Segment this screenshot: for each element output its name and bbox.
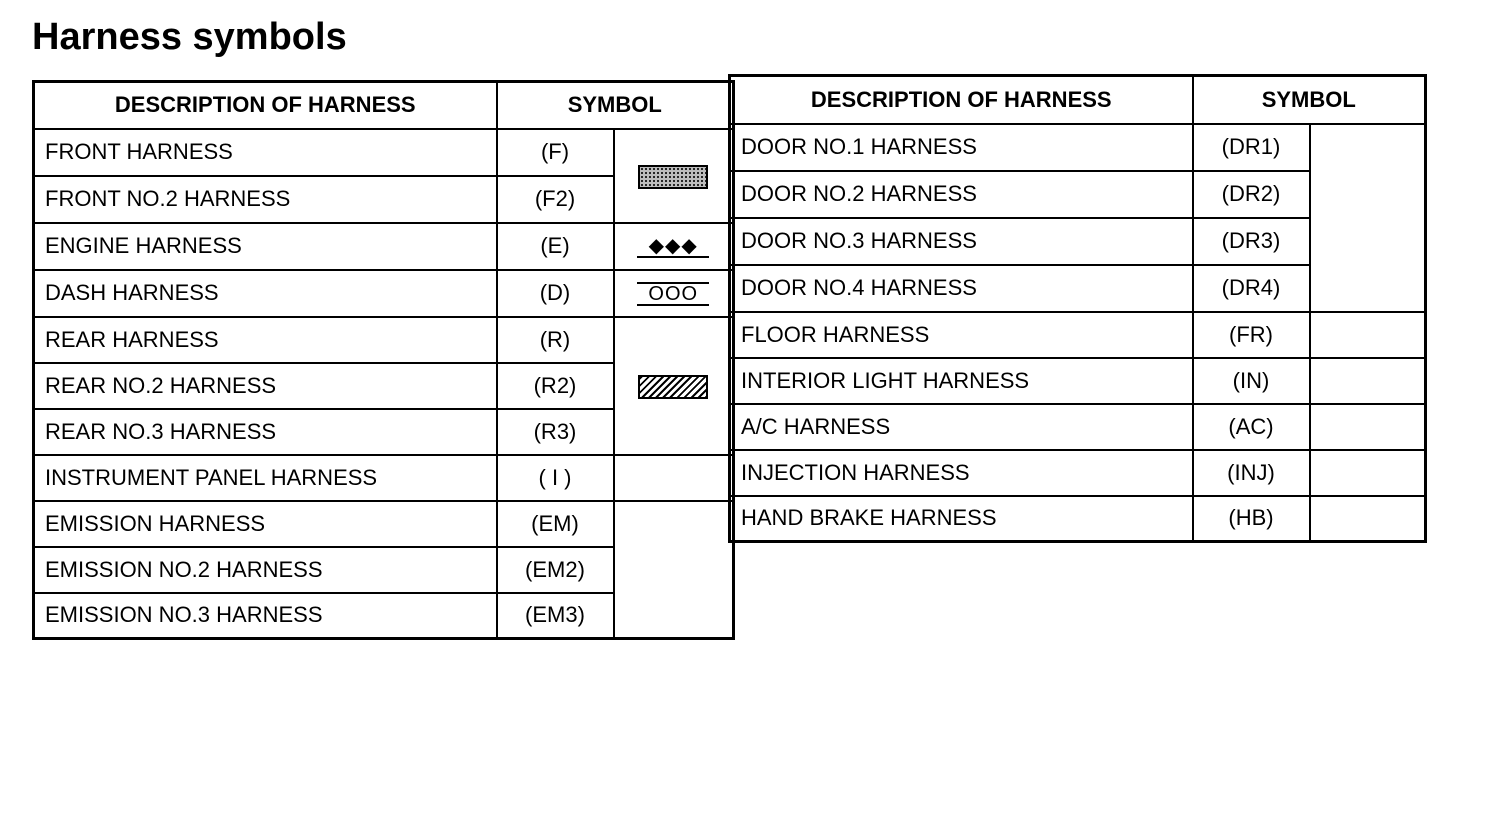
row-description: REAR HARNESS bbox=[34, 317, 497, 363]
table-row bbox=[730, 450, 1426, 496]
symbol-cell-emission bbox=[614, 501, 734, 639]
table-row bbox=[34, 129, 734, 176]
symbol-cell-instrument-panel bbox=[614, 455, 734, 501]
row-description: INSTRUMENT PANEL HARNESS bbox=[34, 455, 497, 501]
row-code: (EM2) bbox=[497, 547, 614, 593]
symbol-cell-interior-light bbox=[1310, 358, 1426, 404]
row-description: REAR NO.2 HARNESS bbox=[34, 363, 497, 409]
harness-table-right bbox=[728, 74, 1427, 543]
table-row bbox=[34, 270, 734, 317]
row-code: (R2) bbox=[497, 363, 614, 409]
harness-table-left bbox=[32, 80, 735, 640]
row-description: INJECTION HARNESS bbox=[730, 450, 1193, 496]
row-description: FLOOR HARNESS bbox=[730, 312, 1193, 358]
row-description: EMISSION NO.3 HARNESS bbox=[34, 593, 497, 639]
symbol-cell-ac bbox=[1310, 404, 1426, 450]
row-code: (IN) bbox=[1193, 358, 1310, 404]
table-row bbox=[730, 124, 1426, 171]
symbol-header: SYMBOL bbox=[1193, 76, 1426, 124]
row-code: (AC) bbox=[1193, 404, 1310, 450]
row-description: INTERIOR LIGHT HARNESS bbox=[730, 358, 1193, 404]
row-code: (R) bbox=[497, 317, 614, 363]
table-header-row bbox=[730, 76, 1426, 124]
row-code: (FR) bbox=[1193, 312, 1310, 358]
table-row bbox=[730, 496, 1426, 542]
row-code: (EM) bbox=[497, 501, 614, 547]
symbol-cell-door bbox=[1310, 124, 1426, 312]
row-description: REAR NO.3 HARNESS bbox=[34, 409, 497, 455]
symbol-cell-floor bbox=[1310, 312, 1426, 358]
row-description: DOOR NO.1 HARNESS bbox=[730, 124, 1193, 171]
row-code: (INJ) bbox=[1193, 450, 1310, 496]
row-code: (R3) bbox=[497, 409, 614, 455]
row-description: EMISSION HARNESS bbox=[34, 501, 497, 547]
dotted-fill-line-icon bbox=[638, 165, 708, 189]
row-code: (F2) bbox=[497, 176, 614, 223]
row-description: EMISSION NO.2 HARNESS bbox=[34, 547, 497, 593]
row-code: (DR1) bbox=[1193, 124, 1310, 171]
row-description: DOOR NO.2 HARNESS bbox=[730, 171, 1193, 218]
row-code: (E) bbox=[497, 223, 614, 270]
symbol-cell-dash bbox=[614, 270, 734, 317]
symbol-cell-front bbox=[614, 129, 734, 223]
table-row bbox=[34, 501, 734, 547]
row-description: A/C HARNESS bbox=[730, 404, 1193, 450]
row-code: (EM3) bbox=[497, 593, 614, 639]
row-description: HAND BRAKE HARNESS bbox=[730, 496, 1193, 542]
description-header: DESCRIPTION OF HARNESS bbox=[730, 76, 1193, 124]
row-description: FRONT HARNESS bbox=[34, 129, 497, 176]
table-row bbox=[730, 358, 1426, 404]
diamond-line-icon: ◆◆◆ bbox=[637, 236, 709, 258]
row-description: DASH HARNESS bbox=[34, 270, 497, 317]
row-code: (DR4) bbox=[1193, 265, 1310, 312]
row-description: ENGINE HARNESS bbox=[34, 223, 497, 270]
row-code: (D) bbox=[497, 270, 614, 317]
row-description: DOOR NO.4 HARNESS bbox=[730, 265, 1193, 312]
symbol-cell-injection bbox=[1310, 450, 1426, 496]
symbol-cell-hand-brake bbox=[1310, 496, 1426, 542]
symbol-cell-engine bbox=[614, 223, 734, 270]
row-code: (DR2) bbox=[1193, 171, 1310, 218]
symbol-cell-rear bbox=[614, 317, 734, 455]
circle-line-icon: OOO bbox=[637, 282, 709, 306]
table-row bbox=[34, 223, 734, 270]
description-header: DESCRIPTION OF HARNESS bbox=[34, 82, 497, 129]
table-row bbox=[730, 404, 1426, 450]
row-description: DOOR NO.3 HARNESS bbox=[730, 218, 1193, 265]
table-row bbox=[730, 312, 1426, 358]
row-code: (F) bbox=[497, 129, 614, 176]
row-code: ( I ) bbox=[497, 455, 614, 501]
table-header-row bbox=[34, 82, 734, 129]
symbol-header: SYMBOL bbox=[497, 82, 734, 129]
row-code: (DR3) bbox=[1193, 218, 1310, 265]
table-row bbox=[34, 317, 734, 363]
table-row bbox=[34, 455, 734, 501]
row-code: (HB) bbox=[1193, 496, 1310, 542]
hatched-fill-line-icon bbox=[638, 375, 708, 399]
row-description: FRONT NO.2 HARNESS bbox=[34, 176, 497, 223]
page-title: Harness symbols bbox=[32, 16, 347, 58]
